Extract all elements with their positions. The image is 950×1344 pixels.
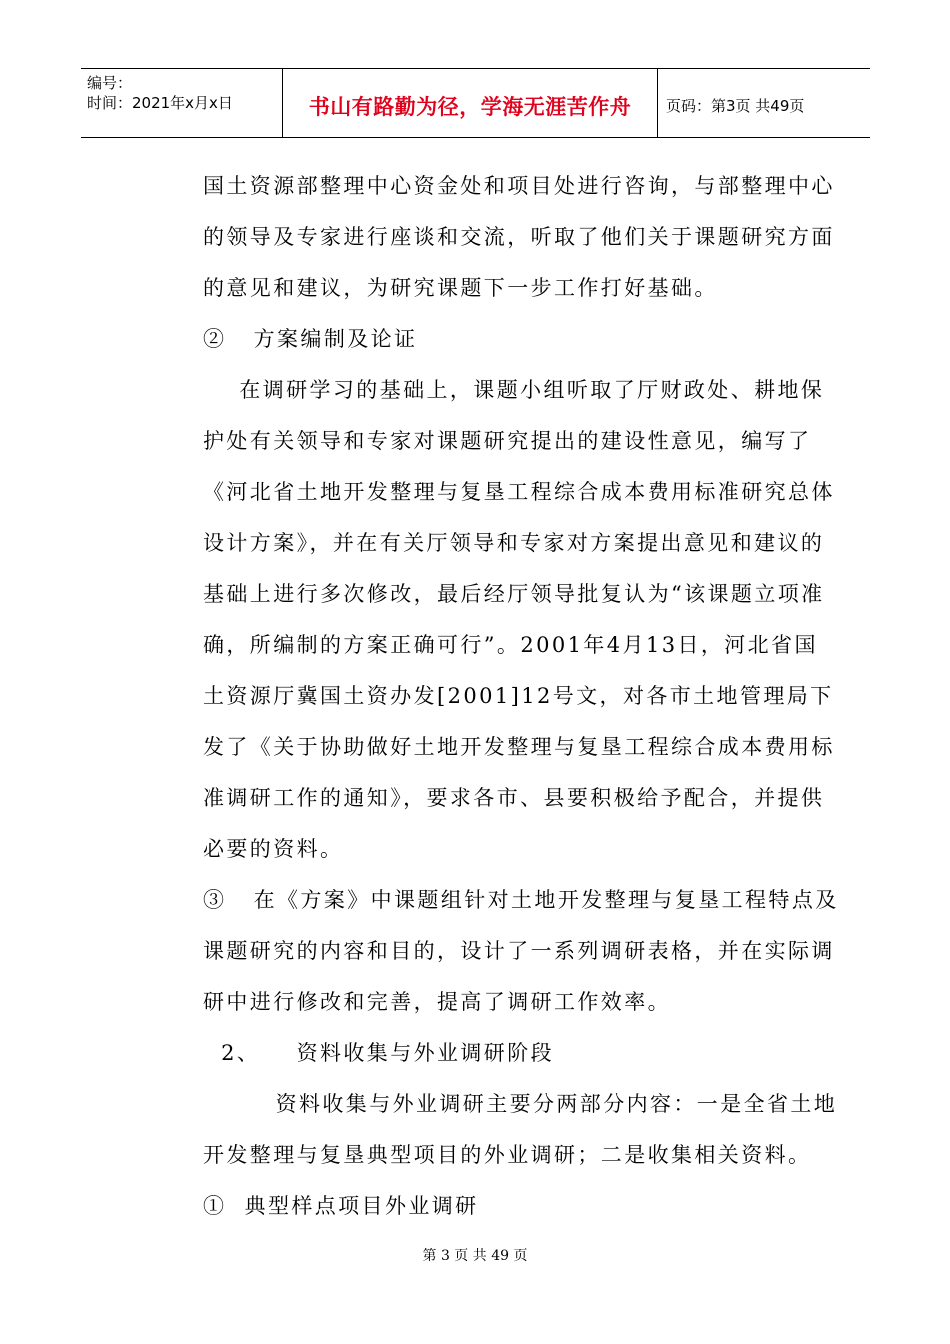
page-header (81, 68, 870, 138)
section-heading-survey: ① 典型样点项目外业调研 (203, 1194, 479, 1218)
header-page-info: 页码：第3页 共49页 (666, 97, 805, 115)
body-line: 基础上进行多次修改，最后经厅领导批复认为“该课题立项准 (203, 582, 825, 606)
body-line: ③ 在《方案》中课题组针对土地开发整理与复垦工程特点及 (203, 888, 839, 912)
body-line: 开发整理与复垦典型项目的外业调研；二是收集相关资料。 (203, 1143, 812, 1167)
page-footer: 第 3 页 共 49 页 (422, 1248, 528, 1264)
body-line: 设计方案》，并在有关厅领导和专家对方案提出意见和建议的 (203, 531, 825, 555)
document-number-label: 编号： (87, 74, 133, 92)
body-line: 在调研学习的基础上，课题小组听取了厅财政处、耕地保 (203, 378, 825, 402)
document-time-label: 时间：2021年x月x日 (87, 94, 233, 112)
body-line: 资料收集与外业调研主要分两部分内容：一是全省土地 (203, 1092, 838, 1116)
body-line: 准调研工作的通知》，要求各市、县要积极给予配合，并提供 (203, 786, 825, 810)
document-body (203, 164, 839, 1235)
body-line: 必要的资料。 (203, 837, 344, 861)
section-heading-plan: ② 方案编制及论证 (203, 327, 418, 351)
header-divider-right (657, 69, 658, 137)
body-line: 课题研究的内容和目的，设计了一系列调研表格，并在实际调 (203, 939, 835, 963)
body-line: 国土资源部整理中心资金处和项目处进行咨询，与部整理中心 (203, 174, 835, 198)
body-line: 护处有关领导和专家对课题研究提出的建设性意见，编写了 (203, 429, 812, 453)
body-line: 《河北省土地开发整理与复垦工程综合成本费用标准研究总体 (203, 480, 835, 504)
header-meta (87, 73, 233, 113)
body-line: 土资源厅冀国土资办发[2001]12号文，对各市土地管理局下 (203, 684, 834, 708)
body-line: 的领导及专家进行座谈和交流，听取了他们关于课题研究方面 (203, 225, 835, 249)
body-line: 研中进行修改和完善，提高了调研工作效率。 (203, 990, 671, 1014)
section-heading-collection: 2、 资料收集与外业调研阶段 (203, 1041, 555, 1065)
body-line: 发了《关于协助做好土地开发整理与复垦工程综合成本费用标 (203, 735, 835, 759)
body-line: 的意见和建议，为研究课题下一步工作打好基础。 (203, 276, 718, 300)
body-line: 确，所编制的方案正确可行”。2001年4月13日，河北省国 (203, 633, 818, 657)
header-motto: 书山有路勤为径，学海无涯苦作舟 (308, 95, 632, 119)
